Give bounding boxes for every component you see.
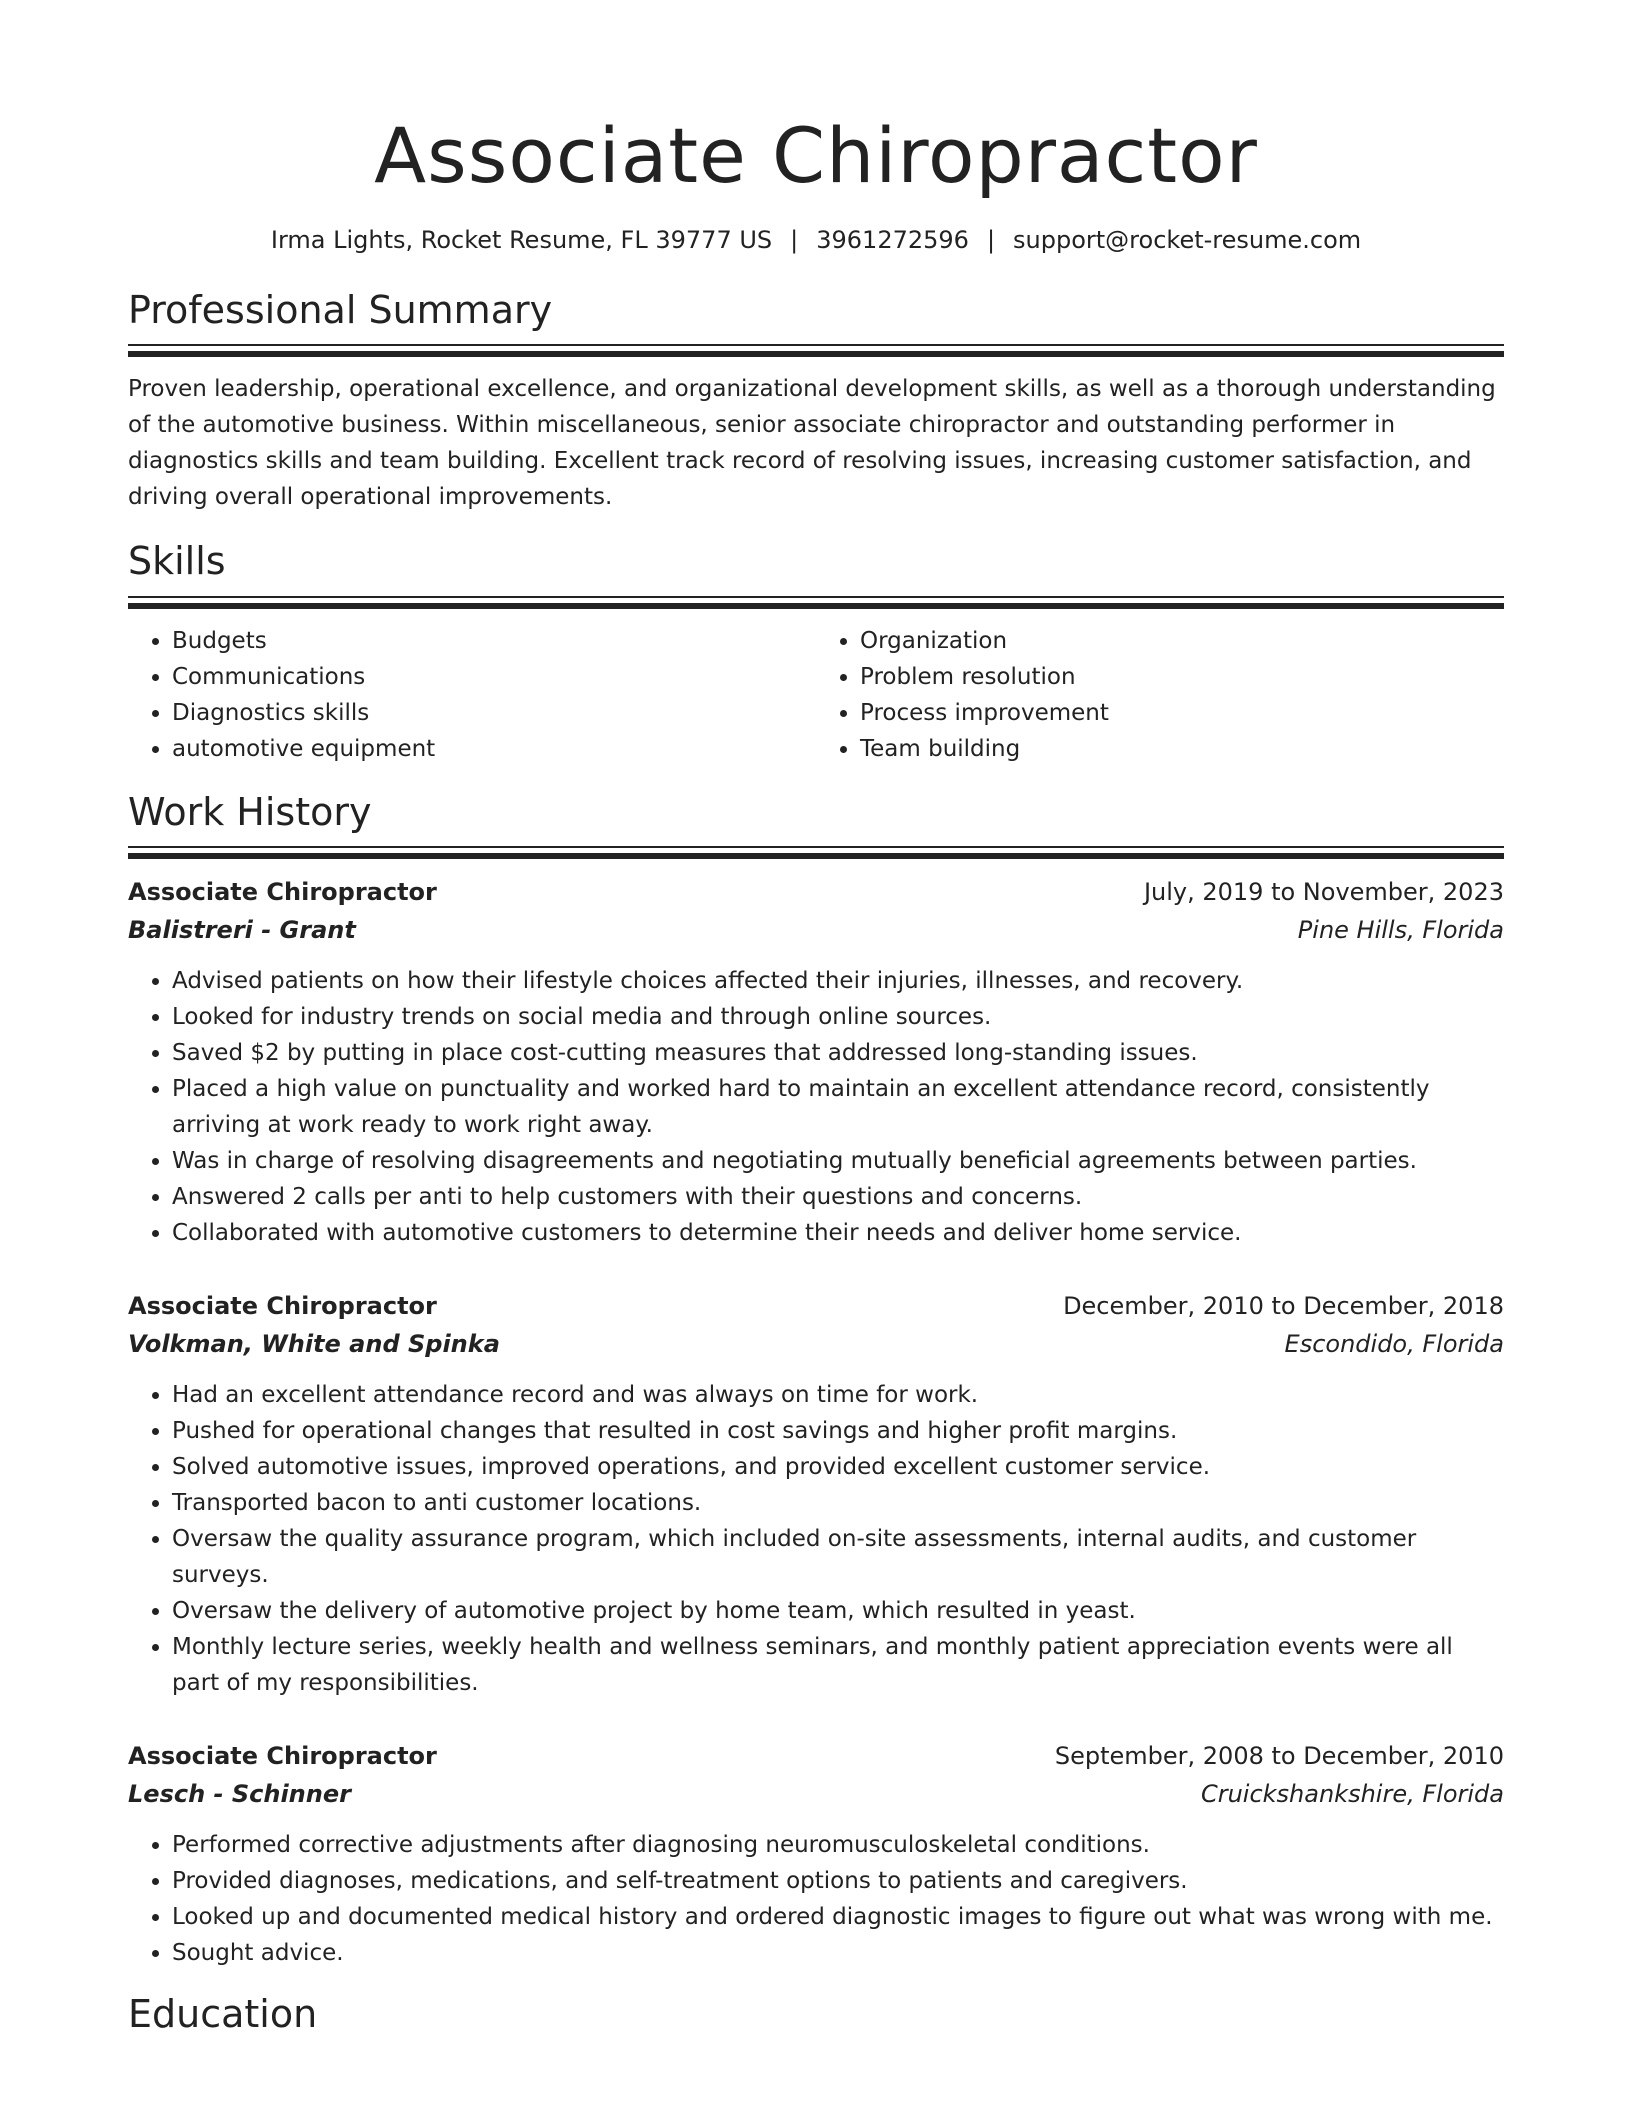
work-section [128,789,1504,1972]
skill-item: • Process improvement [860,695,1504,731]
skills-grid [128,623,1504,767]
skill-item: • Problem resolution [860,659,1504,695]
job-header [128,1737,1504,1775]
job-title: Associate Chiropractor [128,1742,437,1771]
job-bullet: • Transported bacon to anti customer locations. [172,1485,1504,1521]
contact-email: support@rocket-resume.com [1013,226,1362,254]
job-entry [128,1737,1504,1971]
contact-line [128,226,1504,255]
section-title-work: Work History [128,789,372,834]
job-bullet: • Performed corrective adjustments after diagnosing neuromusculoskeletal conditions. [172,1827,1504,1863]
section-divider-thick [128,853,1504,859]
section-divider [128,846,1504,848]
job-bullet: • Oversaw the quality assurance program, which included on-site assessments, internal audits, and customer surveys. [172,1521,1504,1593]
contact-phone: 3961272596 [816,226,969,254]
job-company: Balistreri - Grant [128,916,356,945]
section-divider-thick [128,351,1504,357]
job-dates: July, 2019 to November, 2023 [1143,878,1504,907]
skill-item: • Diagnostics skills [172,695,816,731]
job-bullet: • Sought advice. [172,1935,1504,1971]
job-dates: December, 2010 to December, 2018 [1063,1292,1504,1321]
job-entry [128,1287,1504,1701]
job-entry [128,873,1504,1251]
section-divider [128,596,1504,598]
section-divider-thick [128,603,1504,609]
job-subheader [128,1325,1504,1363]
job-location: Escondido, Florida [1284,1330,1504,1359]
job-title: Associate Chiropractor [128,1292,437,1321]
resume-name: Associate Chiropractor [374,111,1258,200]
job-bullet: • Provided diagnoses, medications, and self-treatment options to patients and caregivers. [172,1863,1504,1899]
summary-text: Proven leadership, operational excellence, and organizational development skills, as well as a thorough understanding of the automotive business. Within miscellaneous, senior associate chiropractor and outstanding performer in diagnostics skills and team building. Excellent track record of resolving issues, increasing customer satisfaction, and driving overall operational improvements. [128,376,1496,511]
job-bullets [128,1827,1504,1971]
skill-item: • Budgets [172,623,816,659]
section-title-education: Education [128,1992,318,2037]
skills-list-right [816,623,1504,767]
job-bullet: • Placed a high value on punctuality and worked hard to maintain an excellent attendance record, consistently arriving at work ready to work right away. [172,1071,1504,1143]
job-bullet: • Oversaw the delivery of automotive project by home team, which resulted in yeast. [172,1593,1504,1629]
contact-separator: | [986,226,996,254]
section-divider [128,344,1504,346]
skill-item: • Team building [860,731,1504,767]
section-title-summary: Professional Summary [128,287,553,332]
skill-item: • Communications [172,659,816,695]
job-bullet: • Was in charge of resolving disagreements and negotiating mutually beneficial agreements between parties. [172,1143,1504,1179]
job-location: Pine Hills, Florida [1297,916,1504,945]
section-title-skills: Skills [128,539,226,584]
contact-separator: | [790,226,799,254]
job-bullets [128,1377,1504,1701]
job-bullet: • Monthly lecture series, weekly health and wellness seminars, and monthly patient appreciation events were all part of my responsibilities. [172,1629,1504,1701]
job-bullet: • Advised patients on how their lifestyle choices affected their injuries, illnesses, and recovery. [172,963,1504,999]
job-bullet: • Solved automotive issues, improved operations, and provided excellent customer service. [172,1449,1504,1485]
education-section [128,1991,1504,2039]
job-bullets [128,963,1504,1251]
job-subheader [128,911,1504,949]
job-header [128,873,1504,911]
skill-item: • Organization [860,623,1504,659]
skills-list-left [128,623,816,767]
job-title: Associate Chiropractor [128,878,437,907]
job-bullet: • Had an excellent attendance record and was always on time for work. [172,1377,1504,1413]
contact-address: Irma Lights, Rocket Resume, FL 39777 US [270,226,773,254]
resume-page [128,111,1504,2039]
job-bullet: • Saved $2 by putting in place cost-cutting measures that addressed long-standing issues. [172,1035,1504,1071]
job-bullet: • Pushed for operational changes that resulted in cost savings and higher profit margins. [172,1413,1504,1449]
job-subheader [128,1775,1504,1813]
job-bullet: • Looked up and documented medical history and ordered diagnostic images to figure out what was wrong with me. [172,1899,1504,1935]
job-bullet: • Looked for industry trends on social media and through online sources. [172,999,1504,1035]
job-company: Lesch - Schinner [128,1780,351,1809]
skills-section [128,538,1504,767]
job-company: Volkman, White and Spinka [128,1330,500,1359]
job-header [128,1287,1504,1325]
summary-section [128,287,1504,516]
job-bullet: • Answered 2 calls per anti to help customers with their questions and concerns. [172,1179,1504,1215]
job-bullet: • Collaborated with automotive customers to determine their needs and deliver home service. [172,1215,1504,1251]
skill-item: • automotive equipment [172,731,816,767]
job-location: Cruickshankshire, Florida [1200,1780,1504,1809]
job-dates: September, 2008 to December, 2010 [1054,1742,1504,1771]
